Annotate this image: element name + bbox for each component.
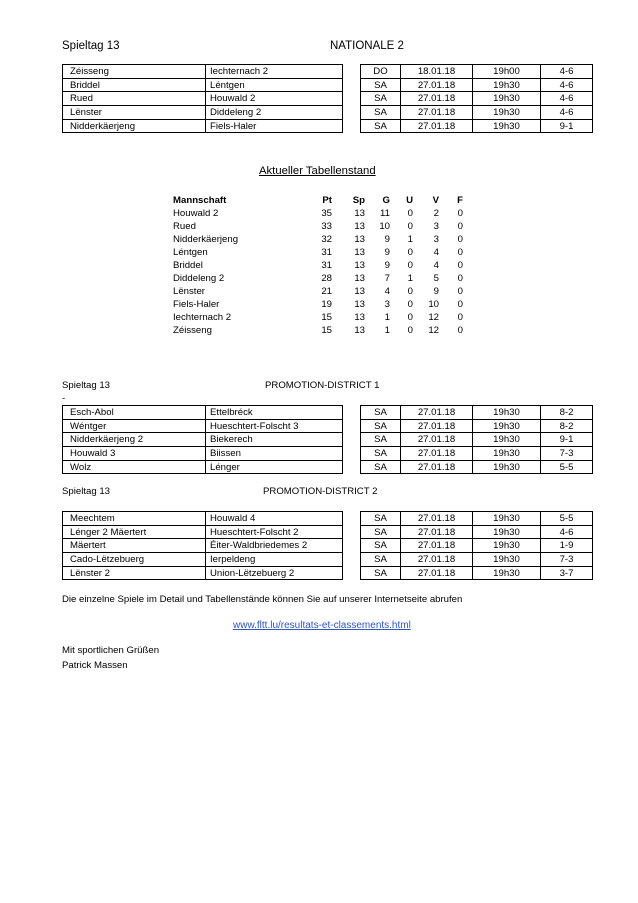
- match-date: 18.01.18: [401, 65, 473, 79]
- header-forfeit: F: [457, 195, 463, 206]
- home-team: Zéisseng: [63, 65, 206, 79]
- closing-greeting: Mit sportlichen Grüßen: [62, 645, 160, 656]
- away-team: Diddeleng 2: [206, 106, 343, 120]
- match-score: 4-6: [541, 65, 593, 79]
- standings-won: 1: [384, 325, 390, 336]
- match-score: 4-6: [541, 106, 593, 120]
- match-row: [63, 460, 593, 474]
- match-row: [63, 92, 593, 106]
- match-time: 19h30: [473, 419, 541, 433]
- standings-team: Léntgen: [173, 247, 208, 258]
- away-team: Ierpeldeng: [206, 553, 343, 567]
- match-row: [63, 447, 593, 461]
- results-link[interactable]: www.fltt.lu/resultats-et-classements.html: [233, 620, 411, 631]
- standings-points: 35: [321, 208, 332, 219]
- standings-lost: 4: [433, 247, 439, 258]
- header-drawn: U: [406, 195, 413, 206]
- standings-drawn: 0: [407, 260, 413, 271]
- match-time: 19h00: [473, 65, 541, 79]
- spacer-cell: [343, 119, 361, 133]
- match-score: 8-2: [541, 406, 593, 420]
- standings-drawn: 0: [407, 286, 413, 297]
- home-team: Esch-Abol: [63, 406, 206, 420]
- match-time: 19h30: [473, 78, 541, 92]
- standings-drawn: 0: [407, 247, 413, 258]
- standings-title: Aktueller Tabellenstand: [259, 165, 376, 177]
- promotion2-results-table: [62, 511, 593, 580]
- spacer-cell: [343, 447, 361, 461]
- matchday-label: Spieltag 13: [62, 40, 120, 52]
- standings-played: 13: [354, 247, 365, 258]
- spacer-cell: [343, 433, 361, 447]
- standings-lost: 5: [433, 273, 439, 284]
- away-team: Fiels-Haler: [206, 119, 343, 133]
- spacer-cell: [343, 419, 361, 433]
- standings-played: 13: [354, 234, 365, 245]
- match-day: SA: [361, 419, 401, 433]
- match-day: DO: [361, 65, 401, 79]
- standings-won: 9: [384, 247, 390, 258]
- spacer-cell: [343, 566, 361, 580]
- standings-lost: 3: [433, 234, 439, 245]
- standings-points: 32: [321, 234, 332, 245]
- standings-team: Iechternach 2: [173, 312, 232, 323]
- header-lost: V: [432, 195, 439, 206]
- home-team: Rued: [63, 92, 206, 106]
- away-team: Houwald 4: [206, 512, 343, 526]
- standings-lost: 9: [433, 286, 439, 297]
- match-time: 19h30: [473, 553, 541, 567]
- standings-forfeit: 0: [457, 325, 463, 336]
- match-day: SA: [361, 566, 401, 580]
- header-played: Sp: [352, 195, 365, 206]
- home-team: Meechtem: [63, 512, 206, 526]
- away-team: Ettelbréck: [206, 406, 343, 420]
- match-row: [63, 553, 593, 567]
- match-date: 27.01.18: [401, 566, 473, 580]
- standings-row: [173, 220, 463, 233]
- home-team: Mäertert: [63, 539, 206, 553]
- spacer-cell: [343, 512, 361, 526]
- away-team: Lénger: [206, 460, 343, 474]
- standings-won: 9: [384, 234, 390, 245]
- promotion1-results-table: [62, 405, 593, 474]
- link-line: [233, 620, 411, 632]
- standings-forfeit: 0: [457, 247, 463, 258]
- away-team: Biekerech: [206, 433, 343, 447]
- standings-team: Briddel: [173, 260, 203, 271]
- match-score: 8-2: [541, 419, 593, 433]
- standings-points: 31: [321, 247, 332, 258]
- standings-forfeit: 0: [457, 234, 463, 245]
- standings-points: 21: [321, 286, 332, 297]
- match-row: [63, 65, 593, 79]
- standings-played: 13: [354, 221, 365, 232]
- match-day: SA: [361, 433, 401, 447]
- standings-points: 31: [321, 260, 332, 271]
- standings-team: Rued: [173, 221, 196, 232]
- match-date: 27.01.18: [401, 106, 473, 120]
- away-team: Houwald 2: [206, 92, 343, 106]
- header-team: Mannschaft: [173, 195, 227, 206]
- standings-row: [173, 233, 463, 246]
- signature-name: Patrick Massen: [62, 660, 128, 671]
- spacer-cell: [343, 65, 361, 79]
- standings-row: [173, 298, 463, 311]
- match-time: 19h30: [473, 433, 541, 447]
- home-team: Briddel: [63, 78, 206, 92]
- standings-forfeit: 0: [457, 221, 463, 232]
- match-score: 7-3: [541, 553, 593, 567]
- standings-table: [173, 194, 463, 337]
- standings-drawn: 0: [407, 221, 413, 232]
- header-won: G: [382, 195, 390, 206]
- standings-won: 11: [380, 208, 390, 219]
- match-score: 4-6: [541, 92, 593, 106]
- away-team: Éiter-Waldbriedemes 2: [206, 539, 343, 553]
- match-date: 27.01.18: [401, 525, 473, 539]
- home-team: Wolz: [63, 460, 206, 474]
- standings-played: 13: [354, 286, 365, 297]
- standings-lost: 2: [433, 208, 439, 219]
- away-team: Iechternach 2: [206, 65, 343, 79]
- home-team: Lënster: [63, 106, 206, 120]
- standings-played: 13: [354, 299, 365, 310]
- standings-won: 4: [384, 286, 390, 297]
- spacer-cell: [343, 525, 361, 539]
- standings-team: Houwald 2: [173, 208, 219, 219]
- match-time: 19h30: [473, 512, 541, 526]
- info-text: Die einzelne Spiele im Detail und Tabellenstände können Sie auf unserer Internetseite abrufen: [62, 594, 463, 605]
- match-day: SA: [361, 92, 401, 106]
- match-row: [63, 566, 593, 580]
- standings-won: 3: [384, 299, 390, 310]
- standings-lost: 12: [428, 312, 439, 323]
- match-time: 19h30: [473, 447, 541, 461]
- match-score: 4-6: [541, 525, 593, 539]
- standings-forfeit: 0: [457, 286, 463, 297]
- matchday-label: Spieltag 13: [62, 486, 111, 497]
- standings-drawn: 0: [407, 312, 413, 323]
- match-date: 27.01.18: [401, 92, 473, 106]
- standings-forfeit: 0: [457, 312, 463, 323]
- match-row: [63, 419, 593, 433]
- standings-drawn: 1: [407, 273, 413, 284]
- match-day: SA: [361, 512, 401, 526]
- standings-team: Zéisseng: [173, 325, 212, 336]
- match-time: 19h30: [473, 92, 541, 106]
- standings-won: 9: [384, 260, 390, 271]
- spacer-cell: [343, 92, 361, 106]
- standings-team: Fiels-Haler: [173, 299, 220, 310]
- match-score: 9-1: [541, 119, 593, 133]
- match-date: 27.01.18: [401, 553, 473, 567]
- match-row: [63, 406, 593, 420]
- match-time: 19h30: [473, 406, 541, 420]
- match-day: SA: [361, 525, 401, 539]
- match-row: [63, 512, 593, 526]
- home-team: Wéntger: [63, 419, 206, 433]
- match-score: 5-5: [541, 512, 593, 526]
- standings-points: 15: [321, 312, 332, 323]
- standings-won: 10: [379, 221, 390, 232]
- standings-points: 15: [321, 325, 332, 336]
- match-score: 4-6: [541, 78, 593, 92]
- league-title: PROMOTION-DISTRICT 2: [263, 486, 378, 497]
- home-team: Houwald 3: [63, 447, 206, 461]
- match-row: [63, 525, 593, 539]
- spacer-cell: [343, 106, 361, 120]
- spacer-cell: [343, 460, 361, 474]
- league-title: NATIONALE 2: [330, 40, 404, 52]
- standings-header-row: [173, 194, 463, 207]
- match-time: 19h30: [473, 566, 541, 580]
- home-team: Lënster 2: [63, 566, 206, 580]
- match-score: 5-5: [541, 460, 593, 474]
- match-date: 27.01.18: [401, 460, 473, 474]
- match-row: [63, 78, 593, 92]
- away-team: Hueschtert-Folscht 2: [206, 525, 343, 539]
- standings-lost: 10: [428, 299, 439, 310]
- standings-won: 7: [384, 273, 390, 284]
- nationale2-results-table: [62, 64, 593, 133]
- standings-row: [173, 272, 463, 285]
- match-row: [63, 433, 593, 447]
- standings-lost: 4: [433, 260, 439, 271]
- standings-won: 1: [384, 312, 390, 323]
- standings-row: [173, 311, 463, 324]
- match-date: 27.01.18: [401, 419, 473, 433]
- spacer-cell: [343, 78, 361, 92]
- standings-row: [173, 246, 463, 259]
- match-time: 19h30: [473, 460, 541, 474]
- standings-played: 13: [354, 260, 365, 271]
- match-day: SA: [361, 539, 401, 553]
- match-day: SA: [361, 119, 401, 133]
- match-date: 27.01.18: [401, 447, 473, 461]
- standings-forfeit: 0: [457, 208, 463, 219]
- match-time: 19h30: [473, 106, 541, 120]
- match-score: 9-1: [541, 433, 593, 447]
- match-day: SA: [361, 106, 401, 120]
- standings-team: Lënster: [173, 286, 205, 297]
- match-date: 27.01.18: [401, 78, 473, 92]
- standings-forfeit: 0: [457, 299, 463, 310]
- spacer-cell: [343, 406, 361, 420]
- match-date: 27.01.18: [401, 119, 473, 133]
- standings-forfeit: 0: [457, 260, 463, 271]
- match-row: [63, 119, 593, 133]
- match-date: 27.01.18: [401, 406, 473, 420]
- match-time: 19h30: [473, 119, 541, 133]
- spacer-cell: [343, 539, 361, 553]
- home-team: Cado-Lëtzebuerg: [63, 553, 206, 567]
- match-date: 27.01.18: [401, 512, 473, 526]
- standings-drawn: 0: [407, 299, 413, 310]
- match-day: SA: [361, 78, 401, 92]
- league-title: PROMOTION-DISTRICT 1: [265, 380, 380, 391]
- home-team: Nidderkäerjeng 2: [63, 433, 206, 447]
- standings-row: [173, 207, 463, 220]
- match-date: 27.01.18: [401, 433, 473, 447]
- away-team: Hueschtert-Folscht 3: [206, 419, 343, 433]
- standings-played: 13: [354, 273, 365, 284]
- standings-team: Diddeleng 2: [173, 273, 225, 284]
- match-score: 7-3: [541, 447, 593, 461]
- standings-team: Nidderkäerjeng: [173, 234, 239, 245]
- match-day: SA: [361, 406, 401, 420]
- dash-mark: -: [62, 393, 66, 404]
- standings-row: [173, 285, 463, 298]
- standings-drawn: 1: [407, 234, 413, 245]
- match-time: 19h30: [473, 525, 541, 539]
- standings-drawn: 0: [407, 325, 413, 336]
- spacer-cell: [343, 553, 361, 567]
- match-row: [63, 106, 593, 120]
- match-row: [63, 539, 593, 553]
- standings-played: 13: [354, 312, 365, 323]
- match-day: SA: [361, 460, 401, 474]
- standings-played: 13: [354, 208, 365, 219]
- standings-row: [173, 259, 463, 272]
- match-time: 19h30: [473, 539, 541, 553]
- match-date: 27.01.18: [401, 539, 473, 553]
- home-team: Nidderkäerjeng: [63, 119, 206, 133]
- match-day: SA: [361, 553, 401, 567]
- standings-played: 13: [354, 325, 365, 336]
- standings-points: 33: [321, 221, 332, 232]
- standings-points: 28: [321, 273, 332, 284]
- away-team: Léntgen: [206, 78, 343, 92]
- standings-lost: 3: [433, 221, 439, 232]
- standings-points: 19: [321, 299, 332, 310]
- match-score: 3-7: [541, 566, 593, 580]
- home-team: Lénger 2 Mäertert: [63, 525, 206, 539]
- header-points: Pt: [322, 195, 332, 206]
- standings-drawn: 0: [407, 208, 413, 219]
- standings-row: [173, 324, 463, 337]
- standings-lost: 12: [428, 325, 439, 336]
- match-score: 1-9: [541, 539, 593, 553]
- away-team: Union-Lëtzebuerg 2: [206, 566, 343, 580]
- standings-forfeit: 0: [457, 273, 463, 284]
- away-team: Biissen: [206, 447, 343, 461]
- match-day: SA: [361, 447, 401, 461]
- matchday-label: Spieltag 13: [62, 380, 111, 391]
